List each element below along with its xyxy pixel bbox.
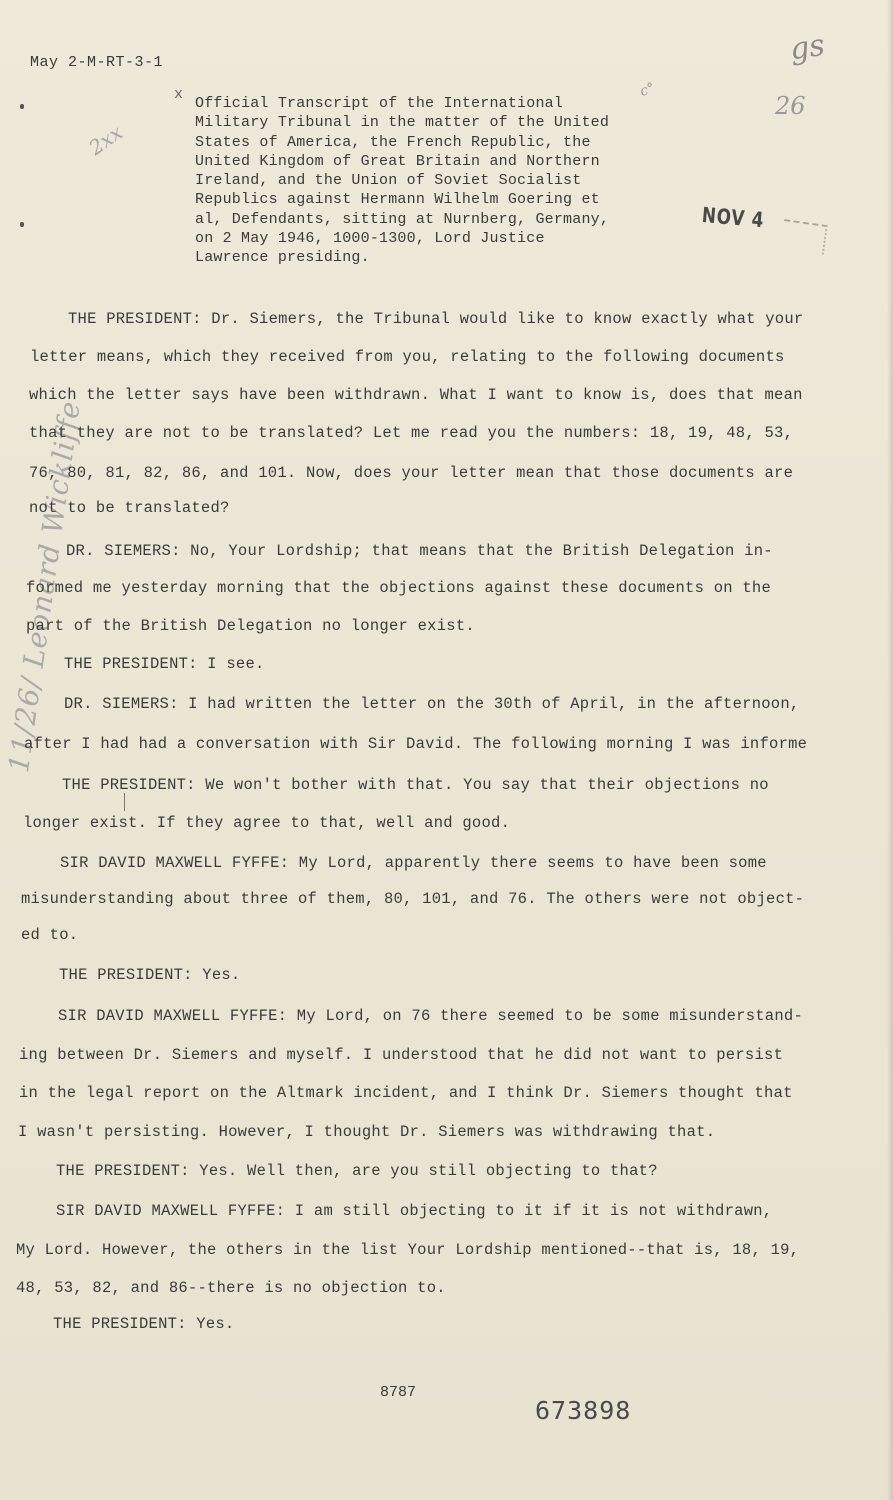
transcript-line: SIR DAVID MAXWELL FYFFE: My Lord, apparently there seems to have been some	[60, 854, 767, 872]
transcript-line: My Lord. However, the others in the list Your Lordship mentioned--that is, 18, 19,	[16, 1241, 800, 1259]
caption-line: on 2 May 1946, 1000-1300, Lord Justice	[195, 230, 545, 248]
pencil-annotation-2xx: 2xx	[84, 120, 127, 160]
caption-line: al, Defendants, sitting at Nurnberg, Germany,	[195, 210, 610, 228]
transcript-line: after I had had a conversation with Sir David. The following morning I was informe	[24, 735, 808, 753]
margin-dot	[20, 222, 24, 227]
transcript-line: THE PRESIDENT: We won't bother with that. You say that their objections no	[62, 776, 769, 794]
caption-line: Lawrence presiding.	[195, 249, 370, 267]
transcript-line: letter means, which they received from you, relating to the following documents	[30, 348, 785, 366]
pencil-annotation-26: 26	[775, 92, 806, 120]
transcript-line: in the legal report on the Altmark incident, and I think Dr. Siemers thought that	[19, 1084, 793, 1102]
transcript-line: I wasn't persisting. However, I thought Dr. Siemers was withdrawing that.	[18, 1123, 716, 1141]
date-stamp-smudge	[780, 219, 828, 255]
transcript-line: DR. SIEMERS: I had written the letter on the 30th of April, in the afternoon,	[64, 695, 800, 713]
pencil-tick-mark	[124, 793, 125, 811]
vertical-margin-note: 11/26/ Leonard Wickliffe	[2, 398, 87, 775]
transcript-line: SIR DAVID MAXWELL FYFFE: My Lord, on 76 there seemed to be some misunderstand-	[58, 1007, 804, 1025]
pencil-annotation-co: c°	[637, 79, 658, 101]
document-code: May 2-M-RT-3-1	[30, 54, 164, 71]
caption-line: United Kingdom of Great Britain and Northern	[195, 152, 600, 170]
transcript-line: THE PRESIDENT: Yes. Well then, are you still objecting to that?	[56, 1162, 658, 1180]
margin-dot	[20, 104, 24, 109]
transcript-line: which the letter says have been withdrawn. What I want to know is, does that mean	[29, 386, 803, 404]
caption-line: Military Tribunal in the matter of the United	[195, 114, 610, 132]
caption-line: Official Transcript of the International	[195, 95, 564, 112]
transcript-line: DR. SIEMERS: No, Your Lordship; that means that the British Delegation in-	[66, 542, 773, 560]
page-number: 8787	[380, 1384, 417, 1401]
transcript-line: ing between Dr. Siemers and myself. I understood that he did not want to persist	[19, 1046, 784, 1064]
caption-line: Ireland, and the Union of Soviet Socialist	[195, 172, 582, 190]
transcript-line: longer exist. If they agree to that, well and good.	[23, 814, 511, 832]
transcript-line: SIR DAVID MAXWELL FYFFE: I am still objecting to it if it is not withdrawn,	[56, 1202, 773, 1220]
transcript-line: THE PRESIDENT: I see.	[64, 655, 265, 673]
transcript-line: not to be translated?	[29, 499, 230, 517]
date-stamp: NOV 4	[700, 203, 766, 233]
transcript-line: ed to.	[21, 926, 79, 944]
transcript-caption	[195, 94, 645, 268]
transcript-line: 48, 53, 82, and 86--there is no objection to.	[16, 1279, 446, 1297]
pencil-annotation-gs: gs	[787, 27, 827, 68]
transcript-line: part of the British Delegation no longer exist.	[26, 617, 475, 635]
stamped-document-number: 673898	[535, 1396, 632, 1425]
transcript-line: formed me yesterday morning that the objections against these documents on the	[26, 579, 772, 597]
transcript-line: THE PRESIDENT: Dr. Siemers, the Tribunal would like to know exactly what your	[68, 310, 804, 328]
pencil-annotation-x: x	[174, 86, 184, 103]
transcript-line: 76, 80, 81, 82, 86, and 101. Now, does your letter mean that those documents are	[29, 464, 794, 482]
transcript-line: THE PRESIDENT: Yes.	[53, 1315, 235, 1333]
transcript-line: that they are not to be translated? Let me read you the numbers: 18, 19, 48, 53,	[29, 424, 794, 442]
transcript-line: THE PRESIDENT: Yes.	[59, 966, 241, 984]
transcript-line: misunderstanding about three of them, 80, 101, and 76. The others were not object-	[21, 890, 805, 908]
caption-line: Republics against Hermann Wilhelm Goering et	[195, 191, 600, 209]
caption-line: States of America, the French Republic, the	[195, 133, 591, 151]
page-edge-shadow	[887, 0, 893, 1500]
